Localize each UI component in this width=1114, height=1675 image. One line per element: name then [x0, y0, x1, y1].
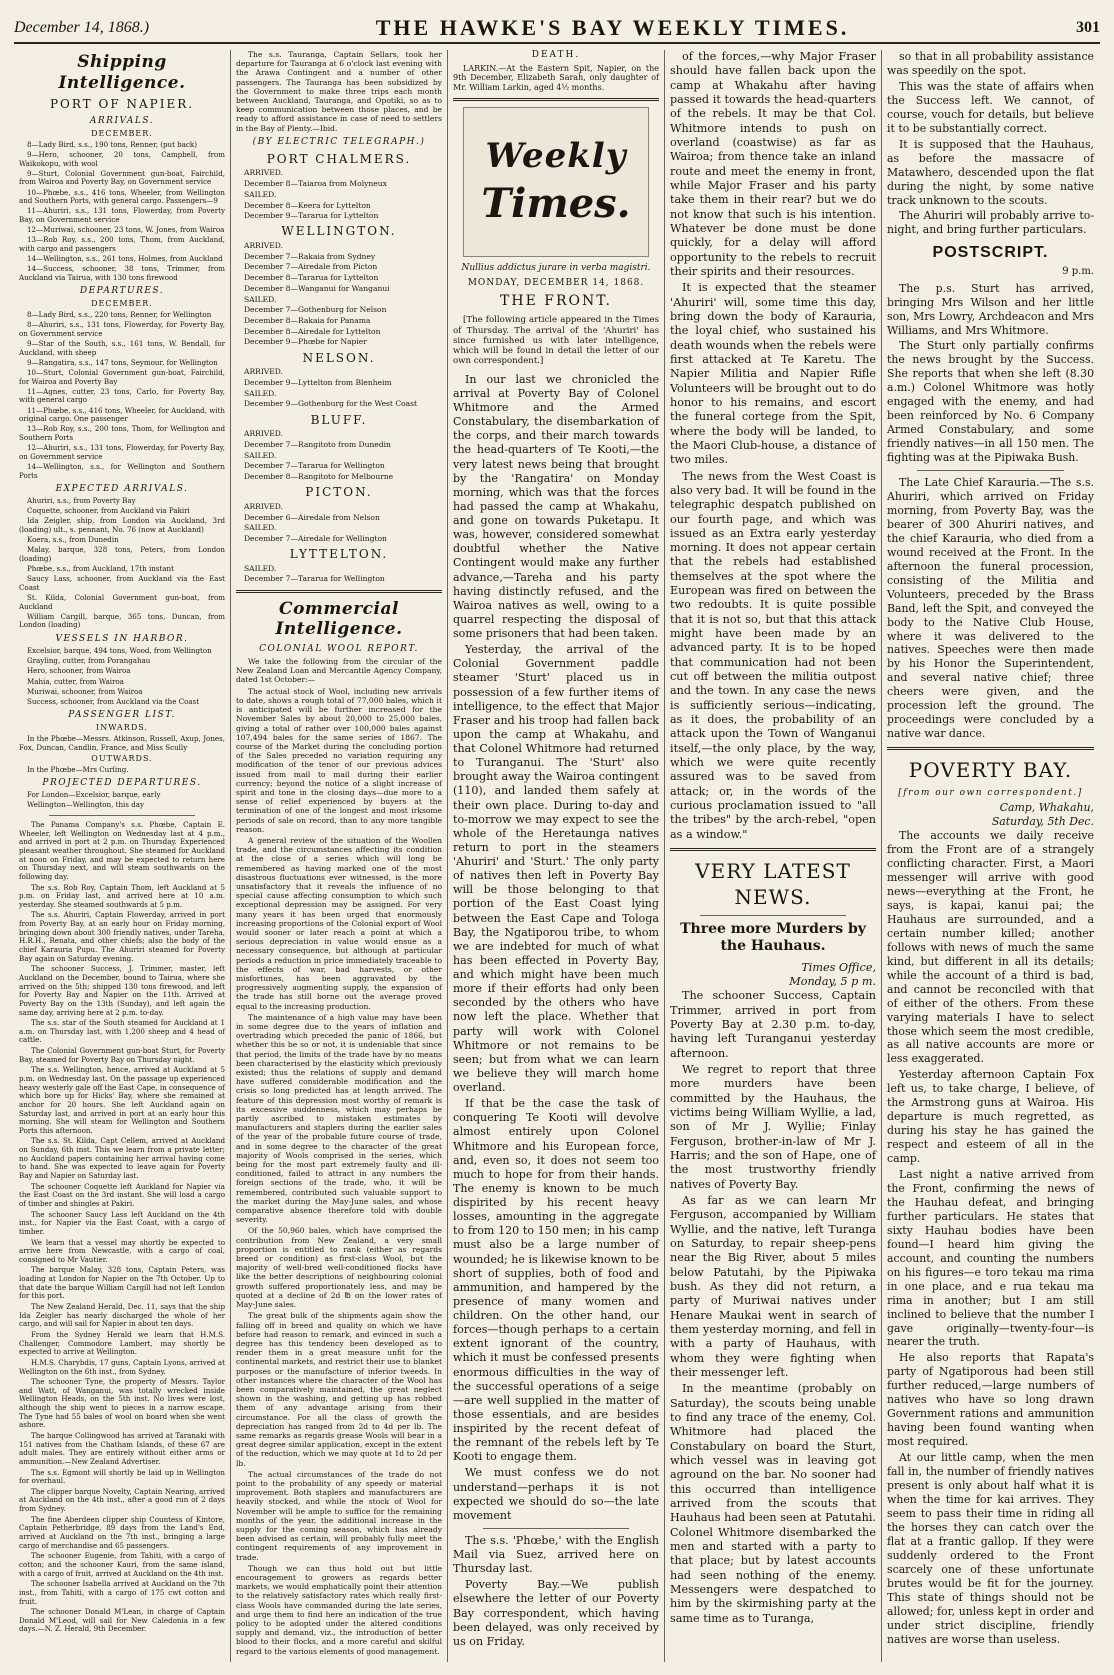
arrival-entry: 12—Muriwai, schooner, 23 tons, W. Jones, from Wairoa: [27, 225, 225, 235]
picton-heading: PICTON.: [305, 485, 373, 500]
harbor-entry: Success, schooner, from Auckland via the Coast: [27, 696, 200, 706]
murders-heading: Three more Murders by the Hauhaus.: [680, 921, 866, 955]
latest-article-cont: [887, 50, 1094, 237]
front-heading: THE FRONT.: [500, 293, 612, 310]
port-entry: December 8—Taiaroa from Molyneux: [244, 179, 387, 189]
port-entry: December 8—Airedale for Lyttelton: [244, 326, 381, 336]
shipping-news-para: We learn that a vessel may shortly be expected to arrive here from Newcastle, with a cargo of coal, consigned to Mr Vautier.: [19, 1237, 225, 1264]
wool-para: The actual circumstances of the trade do not point to the probability of any speedy or material improvement. Both staplers and manufacturers are heavily stocked, and while the stock of Wool for November will be ample to suffice for the remaining months of the year, the additional increase in the supply for the coming season, which has already been advised as certain, will probably fully meet the contingent requirements of any improvement in trade.: [236, 1469, 442, 1562]
expected-list: [19, 497, 225, 630]
port-entry: December 9—Phœbe for Napier: [244, 337, 367, 347]
port-entry: ARRIVED.: [244, 501, 283, 511]
departure-entry: 8—Ahuriri, s.s., 131 tons, Flowerday, for Poverty Bay, on Government service: [19, 320, 225, 338]
karauria-article: The Late Chief Karauria.—The s.s. Ahuriri, which arrived on Friday morning, from Poverty Bay, was the bearer of 300 Ahuriri natives, and the chief Karauria, who died from a wound received at the Front. In the afternoon the funeral procession, consisting of the Militia and Volunteers, preceded by the Brass Band, left the Spit, and conveyed the body to the Native Club House, where it was delivered to the natives. Speeches were then made by his Honor the Superintendent, and several native chief; three cheers were given, and the procession left the ground. The proceedings were concluded by a native war dance.: [887, 476, 1094, 741]
lyttelton-heading: LYTTELTON.: [289, 547, 389, 562]
arrival-entry: 11—Ahuriri, s.s., 131 tons, Flowerday, from Poverty Bay, on Government service: [19, 206, 225, 224]
latest-para: This was the state of affairs when the Success left. We cannot, of course, vouch for details, but believe it to be substantially correct.: [887, 79, 1094, 135]
port-entry: SAILED.: [244, 523, 277, 533]
columns: [14, 50, 1100, 1662]
front-para: Yesterday, the arrival of the Colonial Government paddle steamer 'Sturt' placed us in possession of a few further items of intelligence, to the effect that Major Fraser and his troop had fallen back upon the camp at Whakahu, and that Colonel Whitmore had returned to Turanganui. The 'Sturt' also brought away the Wairoa contingent (110), and landed them safely at their own place. During to-day and to-morrow we may expect to see the whole of the Heretaunga natives return to port in the steamers 'Ahuriri' and 'Sturt.' The only party of natives then left in Poverty Bay will be those belonging to that portion of the East Coast lying between the East Cape and Tologa Bay, the Ngatiporou tribe, to whom we are indebted for much of what has been effected in Poverty Bay, and which might have been much more if their efforts had only been seconded by the others who have now left the place. Whether that party will work with Colonel Whitmore or not remains to be seen; but from what we can learn we believe they will march home overland.: [453, 643, 659, 1095]
port-entry: SAILED.: [244, 388, 277, 398]
telegraph-heading: (BY ELECTRIC TELEGRAPH.): [252, 136, 426, 147]
arrivals-list: [19, 141, 225, 283]
port-entry: ARRIVED.: [244, 429, 283, 439]
postscript-time: 9 p.m.: [1062, 265, 1094, 277]
port-entry: December 8—Keera for Lyttelton: [244, 200, 371, 210]
poverty-bay-heading: POVERTY BAY.: [908, 758, 1073, 783]
passenger-heading: PASSENGER LIST.: [68, 710, 176, 721]
double-rule: [887, 747, 1094, 750]
harbor-entry: Grayling, cutter, from Porangahau: [27, 656, 151, 666]
projected-entry: Wellington—Wellington, this day: [27, 800, 144, 810]
wool-heading: COLONIAL WOOL REPORT.: [259, 644, 419, 655]
death-notice: LARKIN.—At the Eastern Spit, Napier, on the 9th December, Elizabeth Sarah, only daughter of Mr. William Larkin, aged 4½ months.: [453, 63, 659, 92]
shipping-news-para: H.M.S. Charybdis, 17 guns, Captain Lyons, arrived at Wellington on the 6th inst., from Sydney.: [19, 1357, 225, 1376]
issue-date: MONDAY, DECEMBER 14, 1868.: [467, 277, 645, 288]
shipping-news-para: The schooner Coquette left Auckland for Napier via the East Coast on the 3rd instant. She will load a cargo of timber and shingles at Pakiri.: [19, 1181, 225, 1208]
office-time: Monday, 5 p m.: [789, 975, 876, 989]
port-entry: SAILED.: [244, 450, 277, 460]
projected-list: [19, 791, 225, 810]
departure-entry: 13—Rob Roy, s.s., 200 tons, Thom, for Wellington and Southern Ports: [19, 424, 225, 442]
latest-para: so that in all probability assistance was speedily on the spot.: [887, 50, 1094, 77]
arrival-entry: 13—Rob Roy, s.s., 200 tons, Thom, from Auckland, with cargo and passengers: [19, 235, 225, 253]
departure-entry: 12—Ahuriri, s.s., 131 tons, Flowerday, for Poverty Bay, on Government service: [19, 443, 225, 461]
shipping-news-para: The schooner Tyne, the property of Messrs. Taylor and Watt, of Wanganui, was totally wrecked inside Wellington Heads, on the 5th inst. No lives were lost, although the ship went to pieces in a narrow escape. The Tyne had 55 bales of wool on board when she went ashore.: [19, 1377, 225, 1430]
shipping-news-para: The schooner Donald M'Lean, in charge of Captain Donald M'Leod, will sail for New Caledonia in a few days.—N. Z. Herald, 9th December.: [19, 1607, 225, 1634]
shipping-news-para: The fine Aberdeen clipper ship Countess of Kintore, Captain Petherbridge, 89 days from the Land's End, arrived at Auckland on the 7th inst., bringing a large cargo of merchandise and 65 passengers.: [19, 1514, 225, 1550]
inwards-text: In the Phœbe—Messrs. Atkinson, Russell, Axup, Jones, Fox, Duncan, Candlin, France, and Miss Scully: [19, 734, 225, 752]
nelson-list: [236, 367, 442, 408]
latest-para: We regret to report that three more murders have been committed by the Hauhaus, the victims being William Wyllie, a lad, son of Mr J. Wyllie; Finlay Ferguson, brother-in-law of Mr J. Harris; and the son of Hape, one of the most trustworthy friendly natives of Poverty Bay.: [670, 1063, 876, 1191]
departure-entry: 9—Star of the South, s.s., 161 tons, W. Bendall, for Auckland, with sheep: [19, 339, 225, 357]
shipping-news-para: The schooner Saucy Lass left Auckland on the 4th inst., for Napier via the East Coast, with a cargo of timber.: [19, 1209, 225, 1236]
harbor-list: [19, 647, 225, 706]
front-para: It is expected that the steamer 'Ahuriri' will, some time this day, bring down the body of Karauria, the loyal chief, who sustained his death wounds when the rebels were first attacked at Te Karetu. The Napier Militia and Napier Rifle Volunteers will be brought out to do honor to his remains, and escort the funeral cortege from the Spit, where the body will be landed, to the Maori Club-house, a distance of two miles.: [670, 281, 876, 467]
column-front-latest: [665, 50, 882, 1662]
port-entry: December 8—Rakaia for Panama: [244, 315, 371, 325]
death-heading: DEATH.: [531, 50, 581, 60]
divider: [483, 1528, 629, 1529]
shipping-news-para: From the Sydney Herald we learn that H.M.S. Challenger, Commodore Lambert, may shortly be expected to arrive at Wellington.: [19, 1329, 225, 1357]
front-para: If that be the case the task of conquering Te Kooti will devolve almost entirely upon Colonel Whitmore and his European force, and, even so, it does not seem too much to hope for from their hands. The enemy is known to be much dispirited by his recent heavy losses, amounting in the aggregate to from 120 to 150 men; in his camp must also be a large number of wounded; he is likewise known to be short of supplies, both of food and ammunition, and hampered by the presence of many women and children. On the other hand, our forces—though perhaps to a certain extent ignorant of the country, which it must be confessed presents enormous difficulties in the way of the successful operations of a seige—are well supplied in the matter of those essentials, and are besides inspirited by the recent defeat of the remnant of the rebels left by Te Kooti to engage them.: [453, 1097, 659, 1464]
postscript-para: The Sturt only partially confirms the news brought by the Success. She reports that when she left (8.30 a.m.) Colonel Whitmore was hotly engaged with the enemy, and had been reinforced by No. 6 Company Armed Constabulary, and some friendly natives—in all 150 men. The fighting was at the Pipiwaka Bush.: [887, 339, 1094, 465]
poverty-para: The accounts we daily receive from the Front are of a strangely conflicting character. First, a Maori messenger will arrive with good news—everything at the Front, he says, is kapai, kanui pai; the Hauhaus are surrounded, and a certain number killed; another follows with news of much the same kind, but different in all its details; while the account of a third is bad, and cannot be reconciled with that of either of the others. From these varying materials I have to select those which seem the most credible, as all native accounts are more or less exaggerated.: [887, 829, 1094, 1066]
wool-para: The actual stock of Wool, including new arrivals to date, shows a rough total of 77,000 bales, which it is anticipated will be further increased for the November Sales by about 20,000 to 25,000 bales, giving a total of rather over 100,000 bales against 107,494 bales for the same series of 1867. The course of the Market during the concluding portion of the Sales preceded no variation requiring any modification of the tenor of our previous advices issued from mail to mail during their earlier currency; beyond the notice of a slight increase of spirit and tone in the closing days—due more to a sense of relief experienced by buyers at the termination of one of the longest and most irksome periods of sale on record, than to any more tangible reason.: [236, 686, 442, 834]
latest-article: [670, 989, 876, 1625]
arrival-entry: 10—Phœbe, s.s., 416 tons, Wheeler, from Wellington and Southern Ports, with general cargo. Passengers—9: [19, 187, 225, 206]
port-entry: December 9—Gothenburg for the West Coast: [244, 399, 418, 409]
outwards-heading: OUTWARDS.: [91, 753, 153, 763]
harbor-entry: Hero, schooner, from Wairoa: [27, 666, 131, 676]
camp-line: Camp, Whakahu,: [999, 801, 1094, 815]
port-entry: SAILED.: [244, 563, 277, 573]
expected-entry: Ida Zeigler, ship, from London via Auckland, 3rd (loading) ult., s. pennant, No. 76 (now at Auckland): [19, 516, 225, 535]
poverty-para: At our little camp, when the men fall in, the number of friendly natives present is only about half what it is when the time for kai arrives. They seem to pass their time in riding all the horses they can catch over the flat at a frantic gallop. If they were suddenly ordered to the Front scarcely one of these unfortunate brutes would be fit for the journey. This state of things should not be allowed; for, unless kept in order and under strict discipline, friendly natives are worse than useless.: [887, 1451, 1094, 1646]
front-article: [453, 373, 659, 1523]
wool-para: A general review of the situation of the Woollen trade, and the circumstances affecting its condition at the close of a series which will long be remembered as having marked one of the most disastrous fluctuations ever witnessed, is the more unsatisfactory that it reveals the influence of no special cause affecting consumption to which such exceptional depression may be assigned. For very many years it has been urged that enormously increasing proportions of the Colonial export of Wool would sooner or later reach a point at which a serious depreciation in value would ensue as a necessary consequence, but although at particular periods a reduction in price immediately traceable to the effects of war, bad harvests, or other misfortunes, has been aggravated by the progressively augmenting supply, the expansion of the trade has still borne out the average proved equal to the increasing production.: [236, 835, 442, 1011]
shipping-news-para: The Colonial Government gun-boat Sturt, for Poverty Bay, steamed for Poverty Bay on Thursday night.: [19, 1046, 225, 1064]
picton-list: [236, 502, 442, 543]
chalmers-list: [236, 168, 442, 220]
mail-note: The s.s. 'Phœbe,' with the English Mail via Suez, arrived here on Thursday last.: [453, 1533, 659, 1576]
port-entry: December 9—Lyttelton from Blenheim: [244, 377, 392, 387]
shipping-news-para: The barque Collingwood has arrived at Taranaki with 151 natives from the Chatham Islands, of these 67 are adult males. They are entirely without either arms or ammunition.—New Zealand Advertiser.: [19, 1430, 225, 1466]
column-shipping: [14, 50, 231, 1662]
wool-para: The maintenance of a high value may have been in some degree due to the years of inflation and overtrading which preceded the panic of 1866, but whether this be so or not, it is undeniable that since that period, the limits of the trade have by no means been characterised by the elasticity which previously existed; thus the relations of supply and demand have suffered considerable modification and the crisis so long predicted has at length arrived. The feature of this depression most worthy of remark is its excessive suddenness, which may perhaps be partly ascribed to mistaken estimates by manufacturers and staplers during the earlier sales of the year of the probable future course of trade, and in some degree to the character of the great majority of Wools comprised in the series, which being for the most part extremely faulty and ill-conditioned, failed to attract in any numbers the foreign sections of the trade, who, it will be remembered, contributed such valuable support to the market during the May-June sales, and whose comparative absence therefore told with double severity.: [236, 1012, 442, 1225]
port-entry: December 8—Tararua for Lyttelton: [244, 273, 379, 283]
departures-heading: DEPARTURES.: [79, 286, 165, 297]
latest-para: In the meantime (probably on Saturday), the scouts being unable to find any trace of the enemy, Col. Whitmore had placed the Constabulary on board the Sturt, which vessel was in leaving got aground on the bar. No sooner had this occurred than intelligence arrived from the scouts that Hauhaus had been seen at Patutahi. Colonel Whitmore disembarked the men and started with a party to that place; but by latest accounts had seen nothing of the enemy. Messengers were despatched to him by the skirmishing party at the same time as to Turanga,: [670, 1382, 876, 1625]
port-entry: ARRIVED.: [244, 168, 283, 178]
shipping-news: [19, 821, 225, 1634]
latest-para: It is supposed that the Hauhaus, as before the massacre of Matawhero, descended upon the flat during the night, by some native track unknown to the scouts.: [887, 137, 1094, 207]
port-entry: December 6—Airedale from Nelson: [244, 512, 380, 522]
chalmers-heading: PORT CHALMERS.: [266, 151, 412, 166]
front-para: of the forces,—why Major Fraser should have fallen back upon the camp at Whakahu after having passed it towards the head-quarters of the rebels. It may be that Col. Whitmore intends to push on overland (coastwise) as far as Wairoa; from thence take an inland route and meet the enemy in front, while Major Fraser and his party take them in their rear? but we do not know that such is his intention. Whatever be done must be done quickly, for a delay will afford opportunity to the rebels to recruit their spirits and their resources.: [670, 50, 876, 278]
page-number: 301: [1076, 19, 1100, 36]
port-entry: SAILED.: [244, 189, 277, 199]
front-para: In our last we chronicled the arrival at Poverty Bay of Colonel Whitmore and the Armed Constabulary, the disembarkation of the corps, and their march towards the head-quarters of Te Kooti,—the very latest news being that brought by the 'Rangatira' on Monday morning, which was that the forces had passed the camp at Whakahu, and gone on towards Puketapu. It was, however, considered somewhat doubtful whether the Native Contingent would make any further advance,—Tareha and his party having distinctly refused, and the Wairoa natives as well, owing to a quarrel respecting the disposal of some prisoners that had been taken.: [453, 372, 659, 641]
postscript-heading: POSTSCRIPT.: [932, 244, 1049, 262]
wool-para: We take the following from the circular of the New Zealand Loan and Mercantile Agency Company, dated 1st October:—: [236, 657, 442, 685]
camp-date: Saturday, 5th Dec.: [991, 815, 1094, 829]
expected-entry: Ahuriri, s.s., from Poverty Bay: [27, 496, 136, 506]
arrival-entry: 9—Hero, schooner, 20 tons, Campbell, from Waikokopu, with wool: [19, 149, 225, 168]
poverty-article: [887, 829, 1094, 1646]
departures-list: [19, 311, 225, 480]
projected-heading: PROJECTED DEPARTURES.: [42, 778, 202, 789]
wool-report: [236, 657, 442, 1656]
expected-entry: Phœbe, s.s., from Auckland, 17th instant: [27, 564, 174, 574]
double-rule: [453, 98, 659, 101]
inwards-heading: INWARDS.: [96, 723, 148, 733]
shipping-news-para: The s.s. Wellington, hence, arrived at Auckland at 5 p.m. on Wednesday last. On the passage up experienced heavy westerly gale off the East Cape, in consequence of which bore up for Hicks' Bay, where she remained at anchor for 20 hours. She left Auckland again on Saturday last, and arrived in port at an early hour this morning. She will steam for Wellington and Southern Ports this afternoon.: [19, 1065, 225, 1135]
shipping-title: Shipping Intelligence.: [58, 52, 186, 93]
wool-para: Though we can thus hold out but little encouragement to growers as regards better markets, we would emphatically point their attention to the relatively satisfactory rates which really first-class Wools have commanded during the late series, and urge them to find here an indication of the true policy to be adopted under the altered conditions supply and demand, viz., the introduction of better blood to their flocks, and a more careful and skilful regard to the various elements of good management.: [236, 1563, 442, 1656]
departures-month: DECEMBER.: [91, 299, 153, 309]
arrival-entry: 9—Sturt, Colonial Government gun-boat, Fairchild, from Wairoa and Poverty Bay, on Government service: [19, 168, 225, 187]
front-article-cont: [670, 50, 876, 842]
latest-para: The schooner Success, Captain Trimmer, arrived in port from Poverty Bay at 2.30 p.m. to-day, having left Turanganui yesterday afternoon.: [670, 989, 876, 1060]
shipping-news-para: The s.s. St. Kilda, Capt Cellem, arrived at Auckland on Sunday, 6th inst. This we learn from a private letter; no Auckland papers containing her arrival having come to hand. She was expected to leave again for Poverty Bay and Napier on Saturday last.: [19, 1136, 225, 1181]
shipping-news-para: The schooner Isabella arrived at Auckland on the 7th inst., from Tahiti, with a cargo of 175 cwt cotton and fruit.: [19, 1579, 225, 1606]
departure-entry: 11—Phœbe, s.s., 416 tons, Wheeler, for Auckland, with original cargo. One passenger: [19, 405, 225, 424]
arrival-entry: 14—Success, schooner, 38 tons, Trimmer, from Auckland via Tairua, with 130 tons firewood: [19, 264, 225, 282]
arrival-entry: 8—Lady Bird, s.s., 190 tons, Renner, (put back): [27, 139, 197, 149]
column-postscript-poverty: [882, 50, 1099, 1662]
port-entry: ARRIVED.: [244, 241, 283, 251]
port-entry: December 7—Rakaia from Sydney: [244, 251, 376, 261]
harbor-entry: Muriwai, schooner, from Wairoa: [27, 686, 143, 696]
latest-heading: VERY LATEST NEWS.: [695, 859, 851, 909]
lyttelton-list: [236, 564, 442, 584]
double-rule: [236, 590, 442, 593]
poverty-para: Last night a native arrived from the Front, confirming the news of the Hauhau defeat, and bringing further particulars. He states that sixty Hauhau bodies have been found—I heard him giving the account, and counting the numbers on his figures—e toro tekau ma rima in one place, and e rua tekau ma rima in another; but I am still inclined to believe that the number I gave originally—twenty-four—is nearer the truth.: [887, 1168, 1094, 1349]
projected-entry: For London—Excelsior, barque, early: [27, 790, 161, 800]
shipping-news-para: The s.s. Rob Roy, Captain Thom, left Auckland at 5 p.m. on Friday last, and arrived here at 10 a.m. yesterday. She steamed southwards at 5 p.m.: [19, 882, 225, 909]
header-date: December 14, 1868.): [14, 19, 150, 36]
expected-entry: Saucy Lass, schooner, from Auckland via the East Coast: [19, 574, 225, 592]
poverty-para: Yesterday afternoon Captain Fox left us, to take charge, I believe, of the Armstrong guns at Wairoa. His departure is much regretted, as during his stay he has gained the respect and esteem of all in the camp.: [887, 1068, 1094, 1166]
departure-entry: 10—Sturt, Colonial Government gun-boat, Fairchild, for Wairoa and Poverty Bay: [19, 367, 225, 386]
shipping-news-para: The barque Malay, 328 tons, Captain Peters, was loading at London for Napier on the 7th October. Up to that date the barque William Cargill had not left London for this port.: [19, 1265, 225, 1301]
latest-para: The Ahuriri will probably arrive to-night, and bring further particulars.: [887, 209, 1094, 237]
tauranga-note: The s.s. Tauranga, Captain Sellars, took her departure for Tauranga at 6 o'clock last evening with the Arawa Contingent and a number of other passengers. The Tauranga has been subsidized by the Government to make three trips each month between Auckland, Tauranga, and Opotiki, so as to keep communication between those places, and be ready to afford assistance in case of need to settlers in the Bay of Plenty.—Ibid.: [236, 50, 442, 133]
postscript-article: [887, 282, 1094, 465]
shipping-news-para: The clipper barque Novelty, Captain Nearing, arrived at Auckland on the 4th inst., after a good run of 2 days from Sydney.: [19, 1486, 225, 1514]
poverty-para: He also reports that Rapata's party of Ngatiporous had been still further reduced,—large numbers of natives who have so long drawn Government rations and ammunition having been found wanting when most required.: [887, 1351, 1094, 1449]
departure-entry: 9—Rangatira, s.s., 147 tons, Seymour, for Wellington: [27, 357, 218, 367]
nelson-heading: NELSON.: [302, 350, 376, 365]
bluff-heading: BLUFF.: [310, 412, 368, 427]
arrivals-month: DECEMBER.: [91, 129, 153, 139]
divider: [49, 815, 195, 816]
expected-heading: EXPECTED ARRIVALS.: [55, 484, 189, 495]
departure-entry: 14—Wellington, s.s., for Wellington and Southern Ports: [19, 461, 225, 480]
port-entry: December 7—Airedale for Wellington: [244, 533, 387, 543]
expected-entry: Koera, s.s., from Dunedin: [27, 535, 119, 545]
wool-para: Of the 50,960 bales, which have comprised the contribution from New Zealand, a very small proportion is entitled to rank (either as regards breed or condition) as first-class Wool, but the majority of well-bred well-conditioned flocks have like the better descriptions of neighbouring colonial growth suffered proportionately less, and may be quoted at a decline of 2d ℔ on the lower rates of May-June sales.: [236, 1226, 442, 1310]
commercial-title: Commercial Intelligence.: [275, 598, 403, 640]
weekly-times-logo: [463, 107, 649, 257]
harbor-entry: Mahia, cutter, from Wairoa: [27, 676, 124, 686]
port-entry: December 7—Gothenburg for Nelson: [244, 305, 387, 315]
poverty-note: Poverty Bay.—We publish elsewhere the letter of our Poverty Bay correspondent, which having been delayed, was only received by us on Friday.: [453, 1578, 659, 1648]
shipping-news-para: The schooner Eugenie, from Tahiti, with a cargo of cotton; and the schooner Kauri, from the same island, with a cargo of fruit, arrived at Auckland on the 4th inst.: [19, 1551, 225, 1578]
port-entry: December 9—Tararua for Lyttelton: [244, 211, 379, 221]
outwards-text: In the Phœbe—Mrs Curling.: [27, 764, 129, 774]
front-note: [The following article appeared in the Times of Thursday. The arrival of the 'Ahuriri' has since furnished us with later intelligence, which will be found in detail the letter of our own correspondent.]: [453, 315, 659, 367]
departure-entry: 8—Lady Bird, s.s., 220 tons, Renner, for Wellington: [27, 310, 212, 320]
column-telegraph-commercial: [231, 50, 448, 1662]
wellington-list: [236, 241, 442, 347]
header-masthead: THE HAWKE'S BAY WEEKLY TIMES.: [375, 15, 850, 40]
divider: [917, 470, 1064, 471]
motto: Nullius addictus jurare in verba magistri.: [461, 263, 651, 274]
correspondent-line: [from our own correspondent.]: [898, 787, 1083, 798]
expected-entry: Malay, barque, 328 tons, Peters, from London (loading): [19, 545, 225, 563]
postscript-para: The p.s. Sturt has arrived, bringing Mrs Wilson and her little son, Mrs Lowry, Archdeacon and Mrs Williams, and Mrs Whitmore.: [887, 281, 1094, 337]
logo-word-weekly: Weekly: [485, 135, 627, 176]
front-para: We must confess we do not understand—perhaps it is not expected we should do so—the late movement: [453, 1466, 659, 1522]
double-rule: [670, 848, 876, 851]
port-entry: December 7—Airedale from Picton: [244, 262, 378, 272]
divider: [700, 915, 846, 916]
logo-word-times: Times.: [481, 180, 631, 228]
latest-para: As far as we can learn Mr Ferguson, accompanied by William Wyllie, and the native, left Turanga on Saturday, to repair sheep-pens near the Big River, about 5 miles below Patutahi, by the Pipiwaka bush. As they did not return, a party of Muriwai natives under Henare Maukai went in search of them yesterday morning, and fell in with a party of Hauhaus, with whom they were fighting when their messenger left.: [670, 1194, 876, 1380]
port-entry: December 8—Wanganui for Wanganui: [244, 283, 390, 293]
shipping-news-para: The Panama Company's s.s. Phœbe, Captain E. Wheeler, left Wellington on Wednesday last at 4 p.m., and arrived in port at 2 p.m. on Thursday. Experienced pleasant weather throughout. She steamed for Auckland at noon on Friday, and may be expected to return here on Thursday next, and will steam southwards on the following day.: [19, 820, 225, 881]
departure-entry: 11—Agnes, cutter, 23 tons, Carlo, for Poverty Bay, with general cargo: [19, 386, 225, 405]
expected-entry: Coquette, schooner, from Auckland via Pakiri: [27, 506, 190, 516]
column-editorial: [448, 50, 665, 1662]
shipping-news-para: The New Zealand Herald, Dec. 11, says that the ship Ida Zeigler has nearly discharged the whole of her cargo, and will sail for Napier in about ten days.: [19, 1302, 225, 1329]
front-para: The news from the West Coast is also very bad. It will be found in the telegraphic despatch published on our fourth page, and which was issued as an Extra early yesterday morning. It does not appear certain that the rebels had established themselves at the spot where the European was fired on between the two redoubts. It is quite possible that it is not so, but that this attack might have been made by an advanced party. It is to be hoped that communication had not been cut off between the militia outpost and the town. In any case the news is sufficiently serious—indicating, as it does, the probability of an attack upon the Town of Wanganui itself,—the only place, by the way, which we were quite recently assured was to be saved from attack; or, in the words of the curious proclamation issued to "all the tribes" by the arch-rebel, "open as a window.": [670, 469, 876, 841]
port-entry: December 7—Tararua for Wellington: [244, 574, 385, 584]
port-entry: December 7—Rangitoto from Dunedin: [244, 439, 391, 449]
port-entry: ARRIVED.: [244, 367, 283, 377]
office-line: Times Office,: [801, 960, 876, 974]
port-entry: SAILED.: [244, 294, 277, 304]
page-header: [14, 14, 1100, 44]
expected-entry: St. Kilda, Colonial Government gun-boat, from Auckland: [19, 593, 225, 611]
arrivals-heading: ARRIVALS.: [89, 116, 155, 127]
shipping-news-para: The s.s. Egmont will shortly be laid up in Wellington for overhaul.: [19, 1467, 225, 1486]
wellington-heading: WELLINGTON.: [281, 224, 397, 239]
port-heading: PORT OF NAPIER.: [49, 97, 195, 112]
port-entry: December 7—Tararua for Wellington: [244, 461, 385, 471]
port-entry: December 8—Rangitoto for Melbourne: [244, 471, 394, 481]
shipping-news-para: The s.s. Ahuriri, Captain Flowerday, arrived in port from Poverty Bay, at an early hour on Friday morning, bringing down about 300 friendly natives, under Tareha, H.R.H., Renata, and other chiefs; also the body of the chief Karauria Pupu. The Ahuriri steamed for Poverty Bay again on Saturday evening.: [19, 910, 225, 963]
bluff-list: [236, 429, 442, 481]
wool-para: The great bulk of the shipments again show the falling off in breed and quality on which we have before had reason to remark, and evinced in such a degree has this tendency been developed as to render them in a great measure unfit for the continental markets, and restrict their use to blanket purposes or the manufacture of inferior tweeds. In other instances where the character of the Wool has been comparatively maintained, the great neglect shown in the washing, and getting up has robbed them of any advantage arising from their circumstance. For all the class of growth the depreciation has ranged from 2d to 4d per lb. The same remarks as regards grease Wools will bear in a great degree similar application, except in the extent of the reduction, which we may quote at 1d to 2d per lb.: [236, 1311, 442, 1468]
harbor-entry: Excelsior, barque, 494 tons, Wood, from Wellington: [27, 646, 212, 656]
harbor-heading: VESSELS IN HARBOR.: [55, 634, 189, 645]
arrival-entry: 14—Wellington, s.s., 261 tons, Holmes, from Auckland: [27, 254, 223, 263]
expected-entry: William Cargill, barque, 365 tons, Duncan, from London (loading): [19, 611, 225, 630]
shipping-news-para: The s.s. star of the South steamed for Auckland at 1 a.m. on Thursday last, with 1,200 sheep and 4 head of cattle.: [19, 1018, 225, 1045]
shipping-news-para: The schooner Success, J. Trimmer, master, left Auckland on the December, bound to Tairua, where she arrived on the 5th; shipped 130 tons firewood, and left for Poverty Bay and Napier on the 11th. Arrived at Poverty Bay on the 13th (Sunday), and left again the same day, arriving here at 2 p.m. to-day.: [19, 964, 225, 1017]
